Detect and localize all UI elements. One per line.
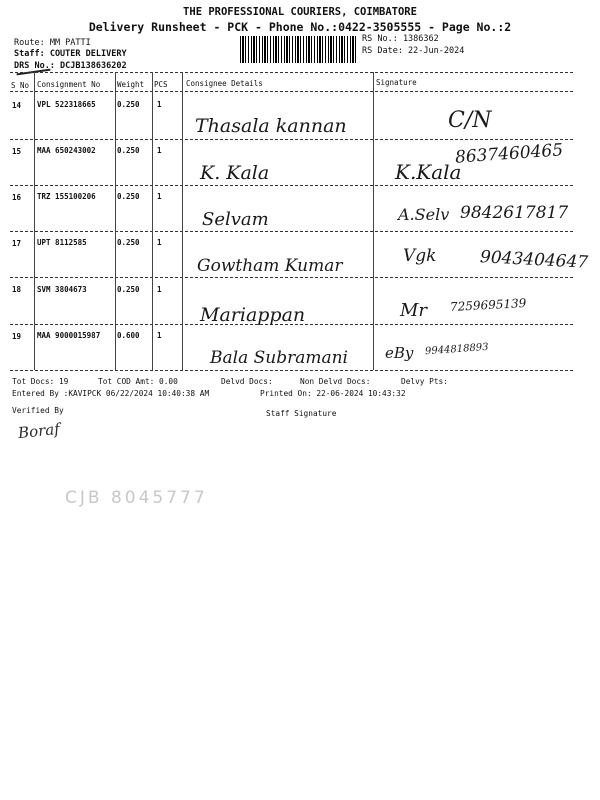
row-sno: 16 bbox=[12, 193, 22, 202]
consignee-handwriting: Gowtham Kumar bbox=[197, 256, 343, 276]
row-pcs: 1 bbox=[157, 100, 162, 109]
signature-handwriting: C/N bbox=[448, 108, 492, 133]
signature-handwriting: A.Selv bbox=[398, 205, 450, 224]
col-header-signature: Signature bbox=[376, 78, 417, 87]
row-pcs: 1 bbox=[157, 331, 162, 340]
column-divider bbox=[152, 72, 153, 370]
runsheet-subtitle: Delivery Runsheet - PCK - Phone No.:0422-3505555 - Page No.:2 bbox=[88, 20, 512, 34]
consignee-handwriting: K. Kala bbox=[200, 162, 270, 184]
phone-handwriting: 8637460465 bbox=[454, 140, 564, 168]
signature-handwriting: eBy bbox=[385, 344, 414, 362]
row-weight: 0.250 bbox=[117, 146, 140, 155]
row-consignment: SVM 3804673 bbox=[37, 285, 87, 294]
row-weight: 0.250 bbox=[117, 238, 140, 247]
row-pcs: 1 bbox=[157, 285, 162, 294]
row-sno: 19 bbox=[12, 332, 22, 341]
non-delivered-docs: Non Delvd Docs: bbox=[300, 377, 371, 386]
signature-handwriting: Mr bbox=[400, 300, 428, 321]
phone-handwriting: 9043404647 bbox=[479, 247, 589, 273]
consignee-handwriting: Mariappan bbox=[200, 304, 306, 326]
table-bottom-rule bbox=[10, 370, 573, 371]
row-weight: 0.600 bbox=[117, 331, 140, 340]
consignee-handwriting: Thasala kannan bbox=[195, 115, 347, 137]
row-pcs: 1 bbox=[157, 192, 162, 201]
phone-handwriting: 9842617817 bbox=[460, 203, 569, 223]
col-header-weight: Weight bbox=[117, 80, 145, 89]
drs-number: DRS No.: DCJB138636202 bbox=[14, 61, 127, 71]
row-sno: 15 bbox=[12, 147, 22, 156]
col-header-consignee: Consignee Details bbox=[186, 79, 263, 88]
row-weight: 0.250 bbox=[117, 100, 140, 109]
row-divider bbox=[10, 185, 573, 186]
row-consignment: TRZ 155100206 bbox=[37, 192, 96, 201]
row-pcs: 1 bbox=[157, 146, 162, 155]
row-divider bbox=[10, 231, 573, 232]
row-consignment: MAA 9000015987 bbox=[37, 331, 101, 340]
column-divider bbox=[34, 72, 35, 370]
barcode bbox=[240, 36, 358, 63]
delivered-docs: Delvd Docs: bbox=[221, 377, 273, 386]
row-divider bbox=[10, 139, 573, 140]
rs-number: RS No.: 1386362 bbox=[362, 34, 439, 44]
col-header-pcs: PCS bbox=[154, 80, 168, 89]
column-divider bbox=[373, 72, 374, 370]
row-weight: 0.250 bbox=[117, 192, 140, 201]
route-label: Route: MM PATTI bbox=[14, 38, 91, 48]
staff-signature-label: Staff Signature bbox=[266, 409, 337, 418]
verified-by-label: Verified By bbox=[12, 406, 64, 415]
row-consignment: MAA 650243002 bbox=[37, 146, 96, 155]
signature-handwriting: Vgk bbox=[403, 246, 437, 266]
company-title: THE PROFESSIONAL COURIERS, COIMBATORE bbox=[183, 6, 417, 18]
phone-handwriting: 9944818893 bbox=[424, 341, 489, 358]
row-sno: 17 bbox=[12, 239, 22, 248]
row-sno: 18 bbox=[12, 285, 22, 294]
signature-handwriting: K.Kala bbox=[395, 160, 462, 184]
row-sno: 14 bbox=[12, 101, 22, 110]
phone-handwriting: 7259695139 bbox=[449, 296, 527, 314]
row-weight: 0.250 bbox=[117, 285, 140, 294]
row-consignment: UPT 8112585 bbox=[37, 238, 87, 247]
pencil-note: CJB 8045777 bbox=[65, 488, 208, 508]
row-divider bbox=[10, 277, 573, 278]
row-pcs: 1 bbox=[157, 238, 162, 247]
delivery-points: Delvy Pts: bbox=[401, 377, 448, 386]
col-header-sno: S No bbox=[11, 81, 30, 90]
table-top-rule bbox=[10, 72, 573, 73]
rs-date: RS Date: 22-Jun-2024 bbox=[362, 46, 465, 56]
col-header-consignment: Consignment No bbox=[37, 80, 101, 89]
printed-on: Printed On: 22-06-2024 10:43:32 bbox=[260, 389, 406, 398]
table-header-rule bbox=[10, 91, 573, 92]
verified-signature: Boraf bbox=[17, 419, 61, 443]
total-docs: Tot Docs: 19 bbox=[12, 377, 69, 386]
row-consignment: VPL 522318665 bbox=[37, 100, 96, 109]
entered-by: Entered By :KAVIPCK 06/22/2024 10:40:38 AM bbox=[12, 389, 210, 398]
total-cod: Tot COD Amt: 0.00 bbox=[98, 377, 178, 386]
column-divider bbox=[182, 72, 183, 370]
consignee-handwriting: Bala Subramani bbox=[210, 348, 348, 368]
staff-label: Staff: COUTER DELIVERY bbox=[14, 49, 127, 59]
column-divider bbox=[115, 72, 116, 370]
consignee-handwriting: Selvam bbox=[202, 209, 269, 230]
